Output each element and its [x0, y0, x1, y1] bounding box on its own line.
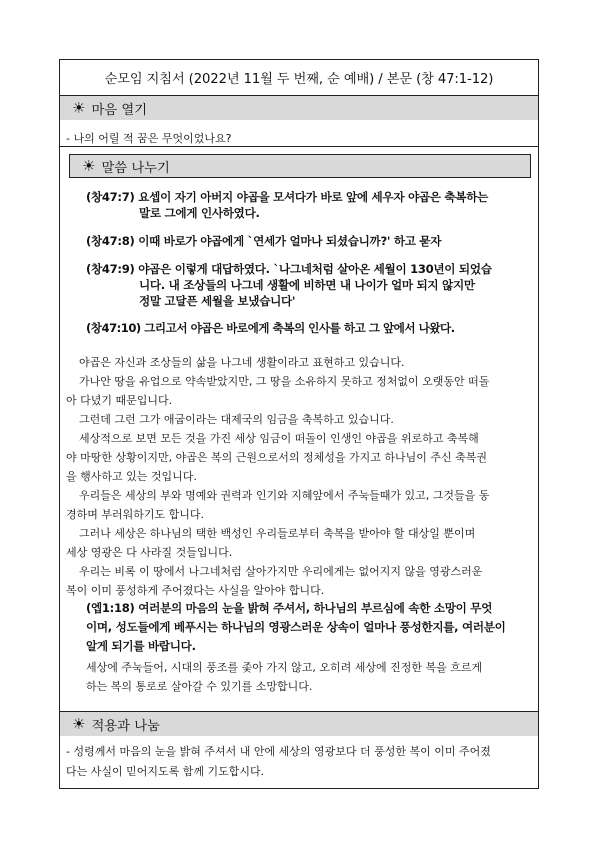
paragraph-line: 우리들은 세상의 부와 명예와 권력과 인기와 지혜앞에서 주눅들때가 있고, 그것들을 동: [79, 489, 490, 502]
section-apply-share: [59, 711, 539, 789]
verse-line: (창47:7) 요셉이 자기 아버지 야곱을 모셔다가 바로 앞에 세우자 야곱은 축복하는: [86, 190, 488, 204]
application-line: 다는 사실이 믿어지도록 함께 기도합시다.: [66, 765, 265, 778]
paragraph-line: 세상적으로 보면 모든 것을 가진 세상 임금이 떠돌이 인생인 야곱을 위로하고 축복해: [79, 432, 479, 445]
verse-line: 니다. 내 조상들의 나그네 생활에 비하면 내 나이가 얼마 되지 않지만: [139, 278, 475, 292]
paragraph-line: 복이 이미 풍성하게 주어졌다는 사실을 알아야 합니다.: [66, 584, 325, 597]
paragraph-line: 을 행사하고 있는 것입니다.: [66, 470, 197, 483]
sun-icon: ☀: [82, 156, 96, 175]
verse-line: (창47:9) 야곱은 이렇게 대답하였다. `나그네처럼 살아온 세월이 130년이 되었습: [86, 262, 492, 276]
section-header: [60, 96, 538, 120]
commentary: [66, 353, 530, 600]
section-title: 마음 열기: [91, 102, 148, 118]
verse-block: [86, 189, 526, 221]
verse-block: [86, 261, 526, 309]
section-word-sharing: [59, 146, 539, 712]
application-line: - 성령께서 마음의 눈을 밝혀 주셔서 내 안에 세상의 영광보다 더 풍성한 복이 이미 주어졌: [66, 745, 491, 758]
paragraph-line: 야곱은 자신과 조상들의 삶을 나그네 생활이라고 표현하고 있습니다.: [79, 356, 405, 369]
paragraph-line: 경하며 부러워하기도 합니다.: [66, 508, 205, 521]
sun-icon: ☀: [72, 714, 86, 733]
verse-line: 말로 그에게 인사하였다.: [139, 206, 260, 220]
paragraph-line: 가나안 땅을 유업으로 약속받았지만, 그 땅을 소유하지 못하고 정처없이 오랫동안 떠돌: [79, 375, 490, 388]
verse-block: [86, 320, 526, 336]
paragraph-line: 그런데 그런 그가 애굽이라는 대제국의 임금을 축복하고 있습니다.: [79, 413, 394, 426]
emphasis-line: 이며, 성도들에게 베푸시는 하나님의 영광스러운 상속이 얼마나 풍성한지를, 여러분이: [86, 620, 506, 634]
section-title: 적용과 나눔: [91, 718, 160, 734]
paragraph-line: 세상 영광은 다 사라질 것들입니다.: [66, 546, 233, 559]
sun-icon: ☀: [72, 98, 86, 117]
verse-line: (창47:8) 이때 바로가 야곱에게 `연세가 얼마나 되셨습니까?' 하고 묻자: [86, 234, 442, 248]
verse-line: (창47:10) 그리고서 야곱은 바로에게 축복의 인사를 하고 그 앞에서 나왔다.: [86, 321, 455, 335]
emphasis-line: (엡1:18) 여러분의 마음의 눈을 밝혀 주셔서, 하나님의 부르심에 속한 소망이 무엇: [86, 601, 493, 615]
scripture-emphasis: [86, 599, 526, 656]
application-text: [66, 742, 534, 782]
page-title: 순모임 지침서 (2022년 11월 두 번째, 순 예배) / 본문 (창 47:1-12): [104, 72, 494, 87]
paragraph-line: 우리는 비록 이 땅에서 나그네처럼 살아가지만 우리에게는 없어지지 않을 영광스러운: [79, 565, 483, 578]
paragraph-line: 아 다녔기 때문입니다.: [66, 394, 173, 407]
question-text: - 나의 어릴 적 꿈은 무엇이었나요?: [66, 132, 232, 145]
verse-line: 정말 고달픈 세월을 보냈습니다': [139, 294, 296, 308]
section-open-heart: [59, 95, 539, 147]
paragraph-line: 야 마땅한 상황이지만, 야곱은 복의 근원으로서의 정체성을 가지고 하나님이 주신 축복권: [66, 451, 487, 464]
paragraph-line: 그러나 세상은 하나님의 택한 백성인 우리들로부터 축복을 받아야 할 대상일 뿐이며: [79, 527, 476, 540]
closing-line: 하는 복의 통로로 살아갈 수 있기를 소망합니다.: [86, 680, 313, 693]
closing-line: 세상에 주눅들어, 시대의 풍조를 좇아 가지 않고, 오히려 세상에 진정한 복을 흐르게: [86, 661, 483, 674]
section-header: [60, 712, 538, 736]
section-header: [69, 154, 531, 178]
verse-block: [86, 233, 526, 249]
title-box: [59, 59, 539, 96]
emphasis-line: 알게 되기를 바랍니다.: [86, 639, 196, 653]
closing-text: [86, 658, 526, 696]
section-title: 말씀 나누기: [101, 160, 170, 176]
